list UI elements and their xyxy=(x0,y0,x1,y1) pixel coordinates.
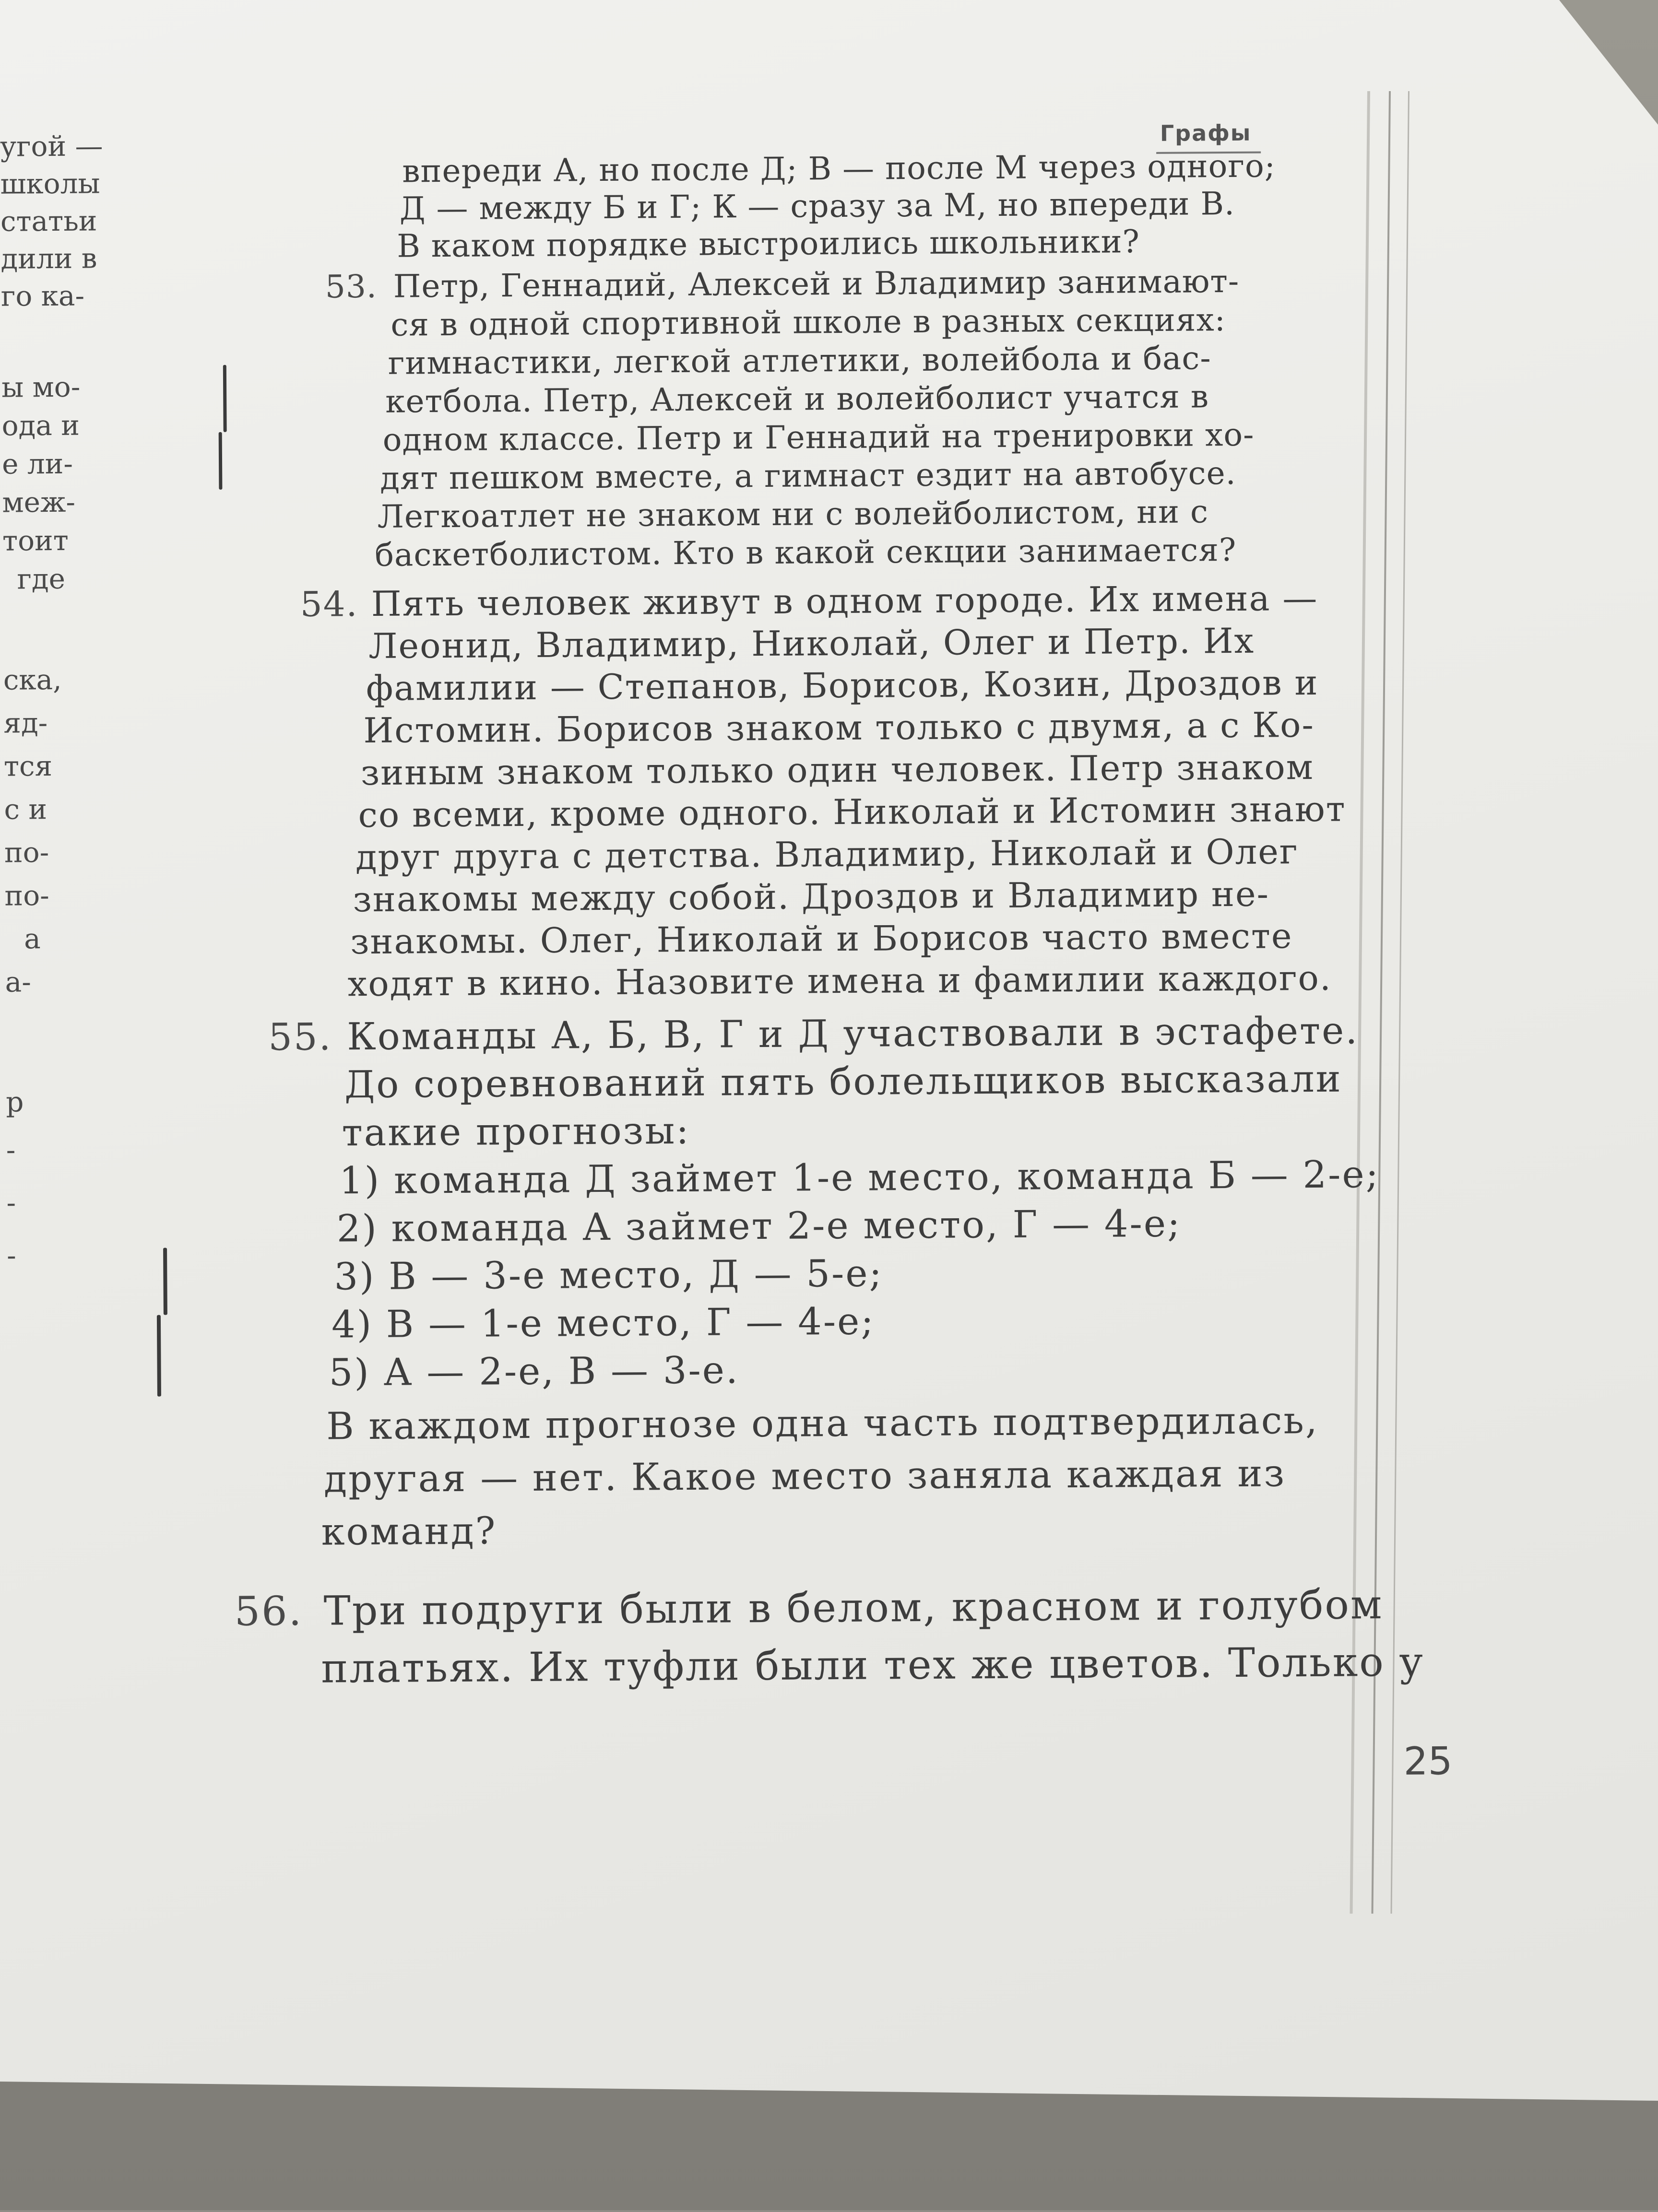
text-line: Истомин. Борисов знаком только с двумя, а с Ко- xyxy=(363,704,1315,751)
text-line: фамилии — Степанов, Борисов, Козин, Дроздов и xyxy=(366,662,1319,709)
text-line: одном классе. Петр и Геннадий на тренировки хо- xyxy=(382,416,1255,459)
text-line: впереди А, но после Д; В — после М через одного; xyxy=(402,147,1276,190)
left-fragment: - xyxy=(6,1186,16,1219)
left-fragment: угой — xyxy=(0,129,103,163)
text-line: такие прогнозы: xyxy=(342,1109,690,1155)
text-line: гимнастики, легкой атлетики, волейбола и бас- xyxy=(388,340,1211,382)
text-line: Три подруги были в белом, красном и голубом xyxy=(323,1581,1384,1635)
left-fragment: по- xyxy=(4,879,49,912)
left-fragment: дили в xyxy=(0,242,97,275)
left-fragment: статьи xyxy=(0,204,97,238)
left-fragment: е ли- xyxy=(1,447,73,481)
text-line: Петр, Геннадий, Алексей и Владимир занимают- xyxy=(393,262,1240,305)
left-fragment: яд- xyxy=(3,706,48,740)
left-fragment: где xyxy=(17,562,66,596)
text-line: со всеми, кроме одного. Николай и Истомин знают xyxy=(358,788,1346,835)
pencil-mark xyxy=(157,1315,161,1397)
left-fragment: р xyxy=(5,1085,24,1118)
text-line: 5) А — 2-е, В — 3-е. xyxy=(329,1349,740,1395)
left-fragment: с и xyxy=(4,793,47,826)
text-line: Легкоатлет не знаком ни с волейболистом, ни с xyxy=(377,493,1209,535)
left-fragment: меж- xyxy=(2,485,76,519)
text-line: знакомы между собой. Дроздов и Владимир не- xyxy=(353,873,1270,920)
left-fragment: - xyxy=(6,1133,16,1166)
text-line: 2) команда А займет 2-е место, Г — 4-е; xyxy=(336,1202,1182,1251)
pencil-mark xyxy=(219,432,223,490)
problem-number: 56. xyxy=(234,1587,303,1635)
text-line: В каждом прогнозе одна часть подтвердилась, xyxy=(326,1399,1319,1448)
text-line: баскетболистом. Кто в какой секции занимается? xyxy=(375,531,1237,574)
left-fragment: го ка- xyxy=(0,279,85,313)
left-fragment: по- xyxy=(4,836,49,869)
left-fragment: ода и xyxy=(1,409,80,442)
left-fragment: тоит xyxy=(2,524,69,557)
problem-number: 54. xyxy=(300,584,358,624)
left-fragment: тся xyxy=(3,750,53,783)
text-line: 4) В — 1-е место, Г — 4-е; xyxy=(331,1300,875,1347)
problem-number: 55. xyxy=(268,1015,332,1059)
text-line: 1) команда Д займет 1-е место, команда Б — 2-е; xyxy=(339,1153,1380,1203)
problem-number: 53. xyxy=(325,268,378,306)
text-line: платьях. Их туфли были тех же цветов. Только у xyxy=(321,1638,1425,1692)
text-line: ся в одной спортивной школе в разных секциях: xyxy=(391,301,1226,343)
running-header: Графы xyxy=(1160,119,1252,146)
text-line: команд? xyxy=(321,1509,497,1554)
text-line: зиным знаком только один человек. Петр знаком xyxy=(360,746,1314,793)
text-line: Д — между Б и Г; К — сразу за М, но впереди В. xyxy=(399,185,1235,227)
text-line: дят пешком вместе, а гимнаст ездит на автобусе. xyxy=(380,454,1236,497)
page-number: 25 xyxy=(1403,1739,1453,1784)
text-line: другая — нет. Какое место заняла каждая из xyxy=(323,1452,1286,1501)
text-line: В каком порядке выстроились школьники? xyxy=(397,223,1140,265)
left-fragment: а xyxy=(24,922,41,955)
text-line: Пять человек живут в одном городе. Их имена — xyxy=(371,577,1318,624)
text-line: кетбола. Петр, Алексей и волейболист учатся в xyxy=(385,378,1209,420)
text-line: друг друга с детства. Владимир, Николай и Олег xyxy=(355,831,1299,878)
text-line: ходят в кино. Назовите имена и фамилии каждого. xyxy=(347,957,1332,1004)
text-line: До соревнований пять болельщиков высказали xyxy=(344,1057,1342,1107)
left-fragment: а- xyxy=(5,965,32,999)
left-fragment: школы xyxy=(0,167,100,200)
text-line: 3) В — 3-е место, Д — 5-е; xyxy=(334,1252,884,1299)
left-fragment: ы мо- xyxy=(1,370,81,404)
text-line: знакомы. Олег, Николай и Борисов часто вместе xyxy=(350,916,1293,962)
pencil-mark xyxy=(163,1248,167,1315)
left-fragment: - xyxy=(6,1239,16,1272)
left-fragment: ска, xyxy=(3,663,62,696)
text-line: Леонид, Владимир, Николай, Олег и Петр. Их xyxy=(368,620,1255,666)
text-line: Команды А, Б, В, Г и Д участвовали в эстафете. xyxy=(347,1009,1359,1059)
pencil-mark xyxy=(223,365,227,432)
